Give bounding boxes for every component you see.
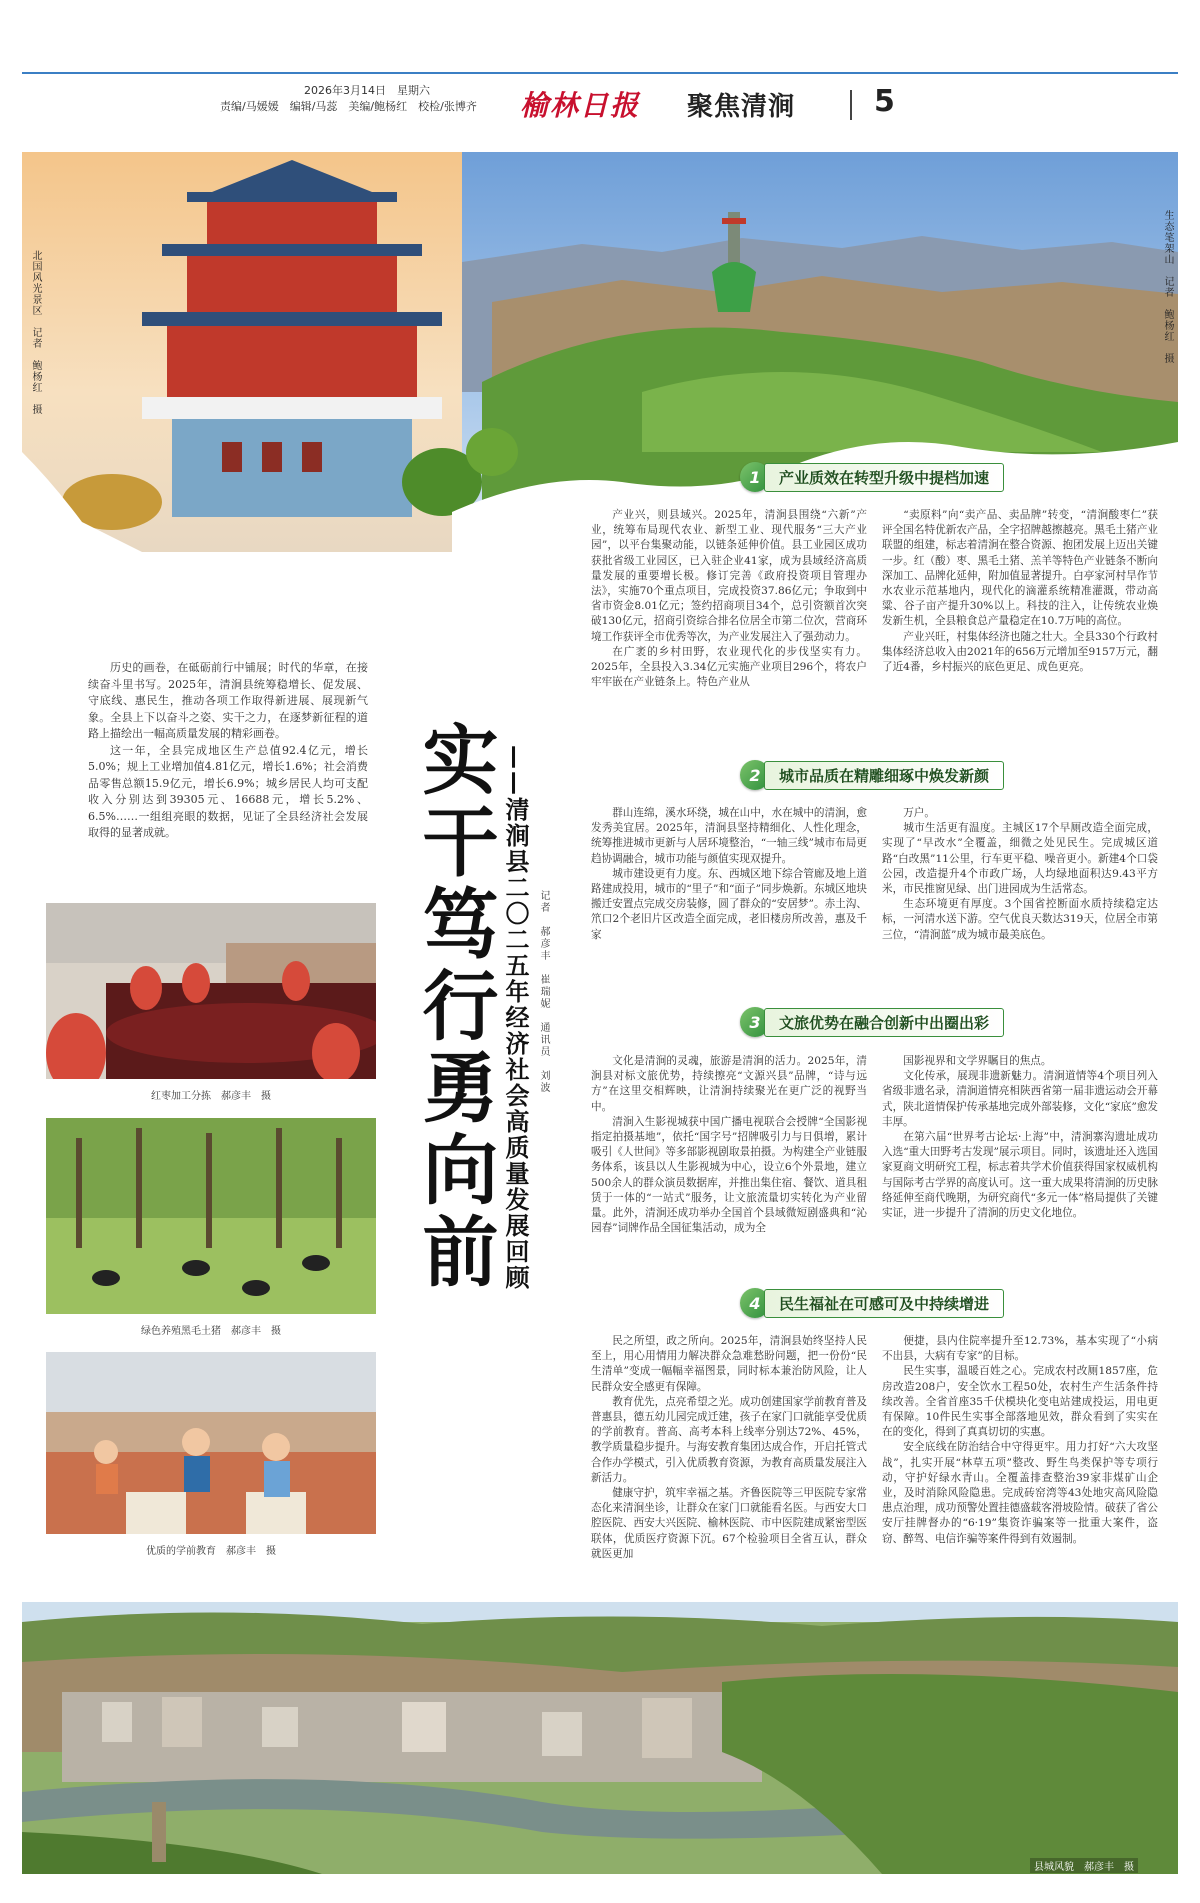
section-title: 民生福祉在可感可及中持续增进 bbox=[764, 1289, 1004, 1318]
intro-paragraph: 历史的画卷，在砥砺前行中铺展；时代的华章，在接续奋斗里书写。2025年，清涧县统筹稳增长、促发展、守底线、惠民生，推动各项工作取得新进展、展现新气象。全县上下以奋斗之姿、实干之力，在逐梦新征程的道路上描绘出一幅高质量发展的精彩画卷。 bbox=[88, 661, 368, 740]
section-1-header bbox=[740, 462, 1004, 492]
editor-credits: 责编/马媛媛 编辑/马蕊 美编/鲍杨红 校检/张博齐 bbox=[220, 100, 477, 113]
livestock-caption: 绿色养殖黑毛土猪 郝彦丰 摄 bbox=[141, 1326, 281, 1337]
intro-paragraph: 这一年，全县完成地区生产总值92.4亿元，增长5.0%；规上工业增加值4.81亿元，增长1.6%；社会消费品零售总额15.9亿元，增长6.9%；城乡居民人均可支配收入分别达到39305元、16688元，增长5.2%、6.5%……一组组亮眼的数据，见证了全县经济社会发展取得的显著成就。 bbox=[88, 743, 368, 839]
section-4-col1 bbox=[591, 1334, 867, 1562]
section-number: 4 bbox=[740, 1288, 770, 1318]
left-photo-caption: 北国风光景区 记者 鲍杨红 摄 bbox=[30, 250, 41, 415]
livestock-photo bbox=[46, 1118, 376, 1314]
jujube-photo bbox=[46, 903, 376, 1079]
section-title: 城市品质在精雕细琢中焕发新颜 bbox=[764, 761, 1004, 790]
section-paragraph: 生态环境更有厚度。3个国省控断面水质持续稳定达标，一河清水送下游。空气优良天数达319天，位居全市第三位，“清涧蓝”成为城市最美底色。 bbox=[882, 898, 1158, 941]
section-paragraph: 民之所望，政之所向。2025年，清涧县始终坚持人民至上，用心用情用力解决群众急难愁盼问题，把一份份“民生清单”变成一幅幅幸福图景，同时标本兼治防风险，让人民群众安全感更有保障。 bbox=[591, 1335, 867, 1393]
headline-byline: 记者 郝彦丰 崔瑞妮 通讯员 刘波 bbox=[538, 890, 549, 1094]
section-paragraph: 城市建设更有力度。东、西城区地下综合管廊及地上道路建成投用，城市的“里子”和“面子”同步焕新。东城区地块搬迁安置点完成交房装修，圆了群众的“安居梦”。赤土沟、笊口2个老旧片区改造全面完成，老旧楼房所改善，惠及千家 bbox=[591, 867, 867, 941]
kids-caption: 优质的学前教育 郝彦丰 摄 bbox=[146, 1546, 276, 1557]
top-banner-photo bbox=[22, 152, 1178, 552]
section-paragraph: 产业兴，则县域兴。2025年，清涧县围绕“六新”产业，统筹布局现代农业、新型工业、现代服务“三大产业园”，以平台集聚动能，以链条延伸价值。县工业园区成功获批省级工业园区，已入驻企业41家，成为县域经济高质量发展的重要增长极。修订完善《政府投资项目管理办法》，实施70个重点项目，完成投资37.86亿元；争取到中省市资金8.01亿元；签约招商项目34个，总引资额首次突破130亿元，招商引资综合排名位居全市第二位次，营商环境工作获评全市优秀等次，为产业发展注入了强劲动力。 bbox=[591, 509, 867, 643]
section-paragraph: 健康守护，筑牢幸福之基。齐鲁医院等三甲医院专家常态化来清涧坐诊，让群众在家门口就能看名医。与西安大口腔医院、西安大兴医院、榆林医院、市中医院建成紧密型医联体，优质医疗资源下沉。67个检验项目全省互认，群众就医更加 bbox=[591, 1487, 867, 1560]
section-paragraph: 群山连绵，溪水环绕，城在山中，水在城中的清涧，愈发秀美宜居。2025年，清涧县坚持精细化、人性化理念，统筹推进城市更新与人居环境整治，“一轴三线”城市布局更趋协调融合，城市功能与颜值实现双提升。 bbox=[591, 807, 867, 865]
section-paragraph: 产业兴旺，村集体经济也随之壮大。全县330个行政村集体经济总收入由2021年的656万元增加至9157万元，翻了近4番，乡村振兴的底色更足、成色更亮。 bbox=[882, 630, 1158, 674]
section-paragraph: 清涧入生影视城获中国广播电视联合会授牌“全国影视指定拍摄基地”，依托“国字号”招牌吸引力与日俱增，累计吸引《人世间》等多部影视剧取景拍摄。为构建全产业链服务体系，该县以人生影视城为中心，设立6个外景地，建立500余人的群众演员数据库，并推出集住宿、餐饮、道具租赁于一体的“一站式”服务，让文旅流量切实转化为产业留量。此外，清涧还成功举办全国首个县域微短剧盛典和“沁园春”词牌作品全国征集活动，成为全 bbox=[591, 1115, 867, 1235]
date-text: 2026年3月14日 bbox=[304, 84, 386, 97]
jujube-caption: 红枣加工分拣 郝彦丰 摄 bbox=[151, 1091, 271, 1102]
section-number: 2 bbox=[740, 760, 770, 790]
section-title: 文旅优势在融合创新中出圈出彩 bbox=[764, 1008, 1004, 1037]
main-headline: 实干笃行勇向前 bbox=[410, 720, 499, 1294]
section-number: 3 bbox=[740, 1007, 770, 1037]
section-paragraph: 国影视界和文学界瞩目的焦点。 bbox=[903, 1055, 1052, 1067]
bottom-photo-caption: 县城风貌 郝彦丰 摄 bbox=[1030, 1858, 1138, 1873]
page-number: 5 bbox=[874, 84, 895, 119]
section-paragraph: 城市生活更有温度。主城区17个早厕改造全面完成，实现了“早改水”全覆盖，细微之处见民生。完成城区道路“白改黑”11公里，行车更平稳、噪音更小。新建4个口袋公园，改造提升4个市政广场，人均绿地面积达9.43平方米，市民推窗见绿、出门进园成为生活常态。 bbox=[882, 822, 1158, 896]
section-paragraph: 安全底线在防治结合中守得更牢。用力打好“六大攻坚战”，扎实开展“林草五项”整改、野生鸟类保护等专项行动，守护好绿水青山。全覆盖排查整治39家非煤矿山企业，及时消除风险隐患。完成砖窑湾等43处地灾高风险隐患点治理，成功预警处置挂德盛载客滑坡险情。破获了省公安厅挂牌督办的“6·19”集资诈骗案等一批重大案件，盗窃、醉驾、电信诈骗等案件得到有效遏制。 bbox=[882, 1441, 1158, 1545]
section-2-col1 bbox=[591, 806, 867, 943]
section-4-header bbox=[740, 1288, 1004, 1318]
section-3-col1 bbox=[591, 1054, 867, 1236]
section-paragraph: 在第六届“世界考古论坛·上海”中，清涧寨沟遗址成功入选“重大田野考古发现”展示项目。同时，该遗址还入选国家夏商文明研究工程，标志着共学术价值获得国家权威机构与国际考古学界的高度认可。这一重大成果将清涧的历史脉络延伸至商代晚期，为研究商代“多元一体”格局提供了关键实证，进一步提升了清涧的历史文化地位。 bbox=[882, 1131, 1158, 1220]
county-panorama-photo bbox=[22, 1602, 1178, 1874]
right-photo-caption: 生态笔架山 记者 鲍杨红 摄 bbox=[1162, 210, 1173, 364]
section-3-header bbox=[740, 1007, 1004, 1037]
intro-text bbox=[88, 660, 368, 842]
section-paragraph: 万户。 bbox=[903, 807, 935, 819]
section-number: 1 bbox=[740, 462, 770, 492]
section-title: 产业质效在转型升级中提档加速 bbox=[764, 463, 1004, 492]
section-3-col2 bbox=[882, 1054, 1158, 1221]
section-paragraph: “卖原料”向“卖产品、卖品牌”转变，“清涧酸枣仁”获评全国名特优新农产品，全字招牌越擦越亮。黑毛土猪产业联盟的组建，标志着清涧在整合资源、抱团发展上迈出关键一步。红（酸）枣、黑毛土猪、羔羊等特色产业链条不断向深加工、品牌化延伸，附加值显著提升。白亭家河村旱作节水农业示范基地内，现代化的滴灌系统精准灌溉，带动高粱、谷子亩产提升30%以上。科技的注入，让传统农业焕发新生机，全县粮食总产量稳定在10.7万吨的高位。 bbox=[882, 509, 1158, 628]
section-paragraph: 教育优先，点亮希望之光。成功创建国家学前教育普及普惠县，德五幼儿园完成迁建，孩子在家门口就能享受优质的学前教育。普高、高考本科上线率分别达72%、45%，教学质量稳步提升。与海安教育集团达成合作，开启托管式合作办学模式，引入优质教育资源，为教育高质量发展注入新活力。 bbox=[591, 1395, 867, 1484]
section-1-col1 bbox=[591, 508, 867, 690]
section-paragraph: 民生实事，温暖百姓之心。完成农村改厕1857座，危房改造208户，安全饮水工程50处，农村生产生活条件持续改善。全省首座35千伏模块化变电站建成投运，用电更有保障。10件民生实事全部落地见效，群众看到了实实在在的变化，得到了真真切切的实惠。 bbox=[882, 1365, 1158, 1439]
section-1-col2 bbox=[882, 508, 1158, 675]
kids-photo bbox=[46, 1352, 376, 1534]
weekday-text: 星期六 bbox=[397, 84, 430, 97]
section-paragraph: 在广袤的乡村田野，农业现代化的步伐坚实有力。2025年，全县投入3.34亿元实施产业项目296个，将农户牢牢嵌在产业链条上。特色产业从 bbox=[591, 645, 867, 689]
paper-logo: 榆林日报 bbox=[520, 89, 641, 122]
section-2-col2 bbox=[882, 806, 1158, 943]
section-2-header bbox=[740, 760, 1004, 790]
section-paragraph: 便捷，县内住院率提升至12.73%，基本实现了“小病不出县，大病有专家”的目标。 bbox=[882, 1335, 1158, 1363]
section-4-col2 bbox=[882, 1334, 1158, 1547]
sub-headline: ——清涧县二〇二五年经济社会高质量发展回顾 bbox=[501, 745, 529, 1291]
section-paragraph: 文化传承，展现非遗新魅力。清涧道情等4个项目列入省级非遗名录，清涧道情亮相陕西省第一届非遗运动会开幕式，陕北道情保护传承基地完成外部装修，文化“家底”愈发丰厚。 bbox=[882, 1070, 1158, 1128]
section-title: 聚焦清涧 bbox=[687, 92, 796, 122]
issue-date bbox=[304, 82, 430, 98]
section-paragraph: 文化是清涧的灵魂，旅游是清涧的活力。2025年，清涧县对标文旅优势，持续擦亮“文源兴县”品牌，“诗与远方”在这里交相辉映，让清涧持续聚光在更广泛的视野当中。 bbox=[591, 1055, 867, 1113]
header-divider bbox=[850, 90, 852, 120]
